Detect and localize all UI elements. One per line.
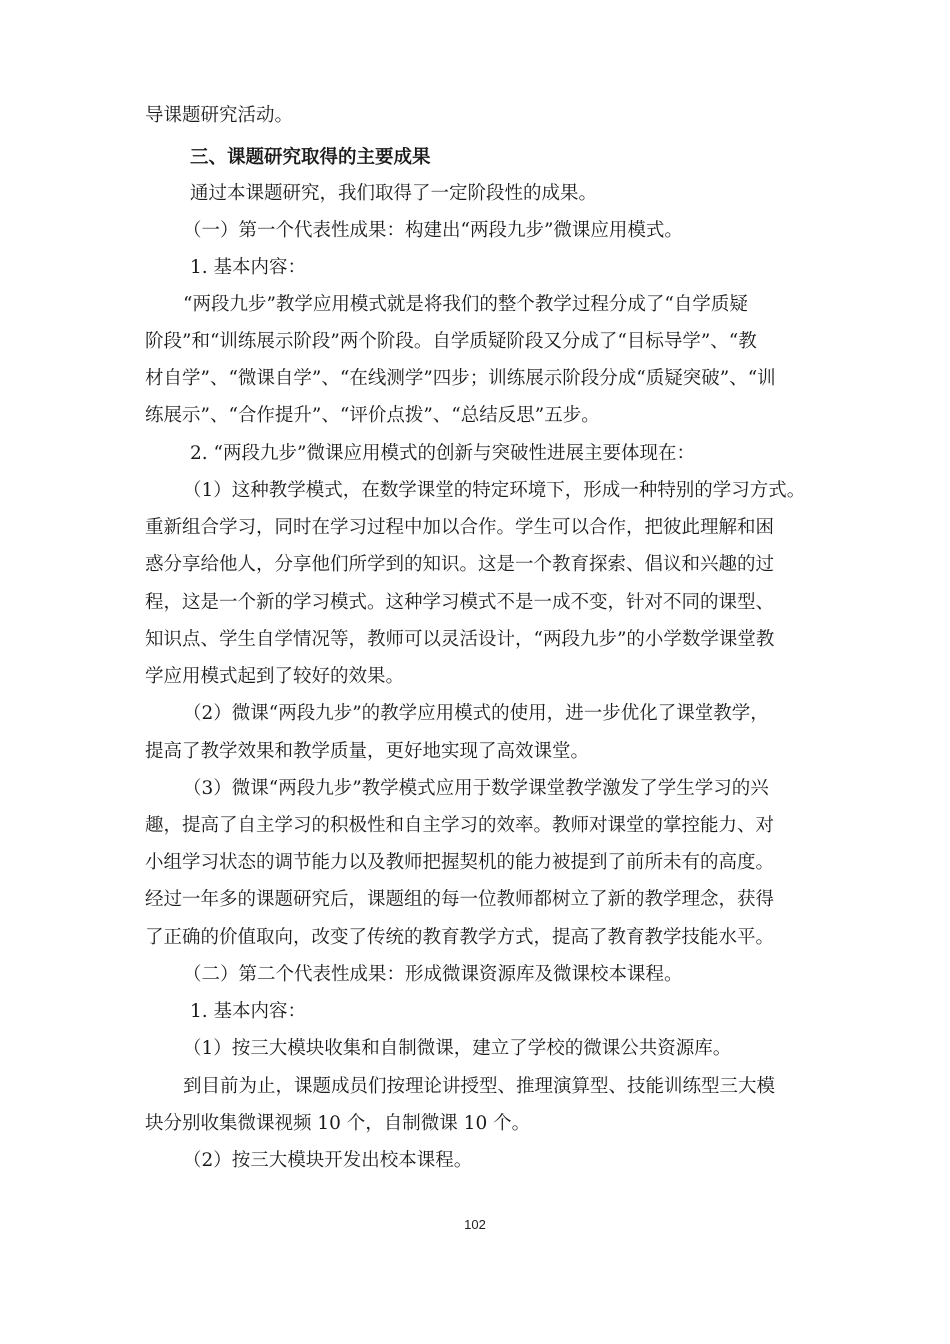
paragraph-line: （2）按三大模块开发出校本课程。 [183,1150,473,1171]
paragraph-line: 知识点、学生自学情况等，教师可以灵活设计，“两段九步”的小学数学课堂教 [145,629,775,650]
paragraph-line: “两段九步”教学应用模式就是将我们的整个教学过程分成了“自学质疑 [183,294,748,315]
page-number: 102 [464,1217,486,1232]
paragraph-line: 导课题研究活动。 [145,105,294,126]
section-heading: 三、课题研究取得的主要成果 [190,147,431,168]
paragraph-line: 到目前为止，课题成员们按理论讲授型、推理演算型、技能训练型三大模 [183,1076,776,1097]
paragraph-line: 学应用模式起到了较好的效果。 [145,666,405,687]
paragraph-line: 练展示”、“合作提升”、“评价点拨”、“总结反思”五步。 [145,405,600,426]
paragraph-line: 程，这是一个新的学习模式。这种学习模式不是一成不变，针对不同的课型、 [145,592,775,613]
paragraph-line: 小组学习状态的调节能力以及教师把握契机的能力被提到了前所未有的高度。 [145,852,775,873]
item-heading: 2. “两段九步”微课应用模式的创新与突破性进展主要体现在： [190,443,695,464]
paragraph-line: （1）这种教学模式，在数学课堂的特定环境下，形成一种特别的学习方式。 [183,480,806,501]
paragraph-line: 重新组合学习，同时在学习过程中加以合作。学生可以合作，把彼此理解和困 [145,517,775,538]
paragraph-line: 趣，提高了自主学习的积极性和自主学习的效率。教师对课堂的掌控能力、对 [145,815,775,836]
paragraph-line: 了正确的价值取向，改变了传统的教育教学方式，提高了教育教学技能水平。 [145,927,775,948]
paragraph-line: 材自学”、“微课自学”、“在线测学”四步；训练展示阶段分成“质疑突破”、“训 [145,368,776,389]
paragraph-line: 惑分享给他人，分享他们所学到的知识。这是一个教育探索、倡议和兴趣的过 [145,554,775,575]
item-heading: 1. 基本内容： [190,1001,307,1022]
paragraph-line: 阶段”和“训练展示阶段”两个阶段。自学质疑阶段又分成了“目标导学”、“教 [145,331,757,352]
paragraph-line: 经过一年多的课题研究后，课题组的每一位教师都树立了新的教学理念，获得 [145,889,775,910]
subsection-heading: （二）第二个代表性成果：形成微课资源库及微课校本课程。 [183,964,683,985]
paragraph-line: 块分别收集微课视频 10 个，自制微课 10 个。 [145,1113,531,1134]
subsection-heading: （一）第一个代表性成果：构建出“两段九步”微课应用模式。 [183,220,683,241]
item-heading: 1. 基本内容： [190,257,307,278]
paragraph-line: 提高了教学效果和教学质量，更好地实现了高效课堂。 [145,741,590,762]
paragraph-line: （3）微课“两段九步”教学模式应用于数学课堂教学激发了学生学习的兴 [183,778,769,799]
paragraph-line: （1）按三大模块收集和自制微课，建立了学校的微课公共资源库。 [183,1038,732,1059]
paragraph-line: 通过本课题研究，我们取得了一定阶段性的成果。 [190,183,598,204]
paragraph-line: （2）微课“两段九步”的教学应用模式的使用，进一步优化了课堂教学， [183,703,769,724]
